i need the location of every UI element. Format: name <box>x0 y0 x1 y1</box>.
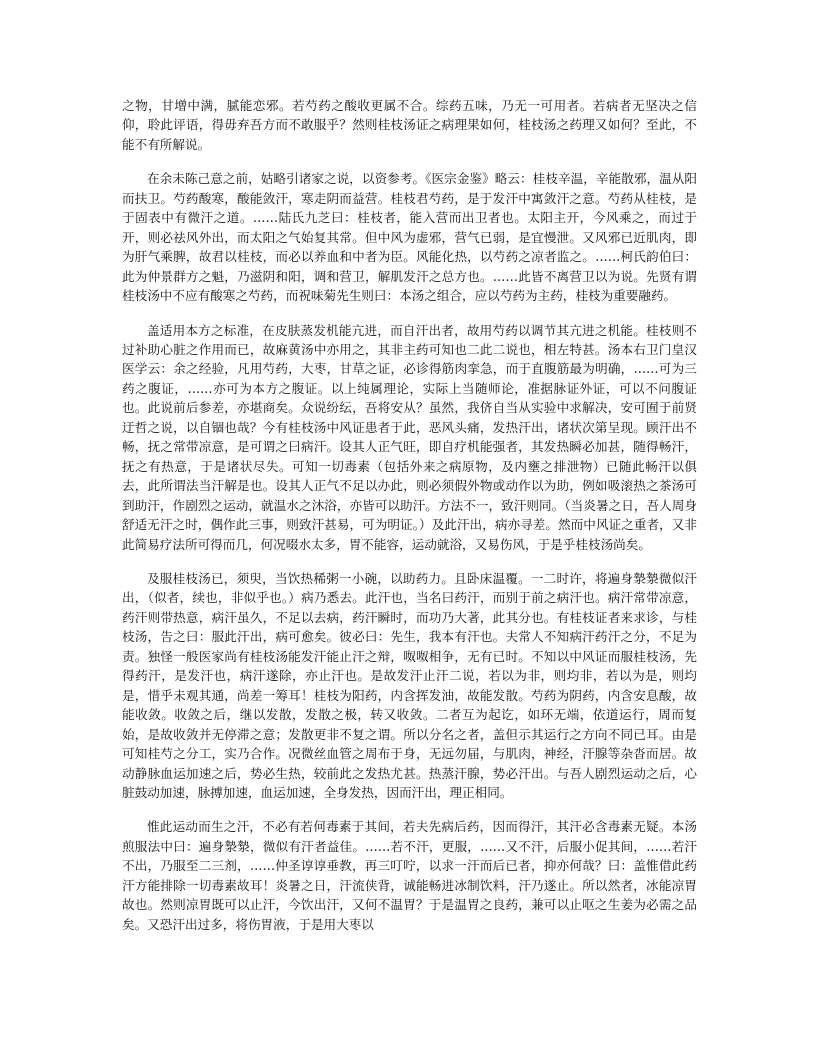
document-page <box>122 96 697 949</box>
paragraph-standard-of-use: 盖适用本方之标准，在皮肤蒸发机能亢进，而自汗出者，故用芍药以调节其亢进之机能。桂枝则不过补助心脏之作用而已，故麻黄汤中亦用之，其非主药可知也二此二说也，相左特甚。汤本右卫门皇汉医学云：余之经验，凡用芍药，大枣，甘草之证，必诊得筋肉挛急，而于直腹筋最为明确，……可为三药之腹证，……亦可为本方之腹证。以上纯属理论，实际上当随师论，准据脉证外证，可以不问腹证也。此说前后参差，亦堪商矣。众说纷纭，吾将安从？虽然，我侪自当从实验中求解决，安可囿于前贤迂哲之说，以自锢也哉？今有桂枝汤中风证患者于此，恶风头痛，发热汗出，诸状次第呈现。顾汗出不畅，抚之常带凉意，是可谓之曰病汗。设其人正气旺，即自疗机能强者，其发热瞬必加甚，随得畅汗，抚之有热意，于是诸状尽失。可知一切毒素（包括外来之病原物，及内壅之排泄物）已随此畅汗以俱去，此所谓法当汗解是也。设其人正气不足以办此，则必须假外物或动作以为助，例如吸滚热之茶汤可到助汗，作剧烈之运动，就温水之沐浴，亦皆可以助汗。方法不一，致汗则同。（当炎暑之日，吾人周身舒适无汗之时，偶作此三事，则致汗甚易，可为明证。）及此汗出，病亦寻差。然而中风证之重者，又非此简易疗法所可得而几，何况啜水太多，胃不能容，运动就浴，又易伤风，于是乎桂枝汤尚矣。 <box>122 322 697 552</box>
paragraph-exercise-sweat: 惟此运动而生之汗，不必有若何毒素于其间，若夫先病后药，因而得汗，其汗必含毒素无疑。本汤煎服法中曰：遍身漐漐，微似有汗者益佳。……若不汗，更服，……又不汗，后服小促其间，……若汗不出，乃服至二三剂，……仲圣谆谆垂教，再三叮咛，以求一汗而后已者，抑亦何哉？曰：盖惟借此药汗方能排除一切毒素故耳！炎暑之日，汗流侠背，诚能畅进冰制饮料，汗乃遂止。所以然者，冰能凉胃故也。然则凉胃既可以止汗，今饮出汗，又何不温胃？于是温胃之良药，兼可以止呕之生姜为必需之品矣。又恐汗出过多，将伤胃液，于是用大枣以 <box>122 819 697 932</box>
paragraph-after-taking-decoction: 及服桂枝汤已，须臾，当饮热稀粥一小碗，以助药力。且卧床温覆。一二时许，将遍身漐漐微似汗出，（似者，续也，非似乎也。）病乃悉去。此汗也，当名曰药汗，而别于前之病汗也。病汗常带凉意，药汗则带热意，病汗虽久，不足以去病，药汗瞬时，而功乃大著，此其分也。有桂枝证者来求诊，与桂枝汤，告之曰：服此汗出，病可愈矣。彼必曰：先生，我本有汗也。夫常人不知病汗药汗之分，不足为责。独怪一般医家尚有桂枝汤能发汗能止汗之辩，呶呶相争，无有已时。不知以中风证而服桂枝汤，先得药汗，是发汗也，病汗遂除，亦止汗也。是故发汗止汗二说，若以为非，则均非，若以为是，则均是，惜乎未观其通，尚差一筹耳！桂枝为阳药，内含挥发油，故能发散。芍药为阴药，内含安息酸，故能收敛。收敛之后，继以发散，发散之极，转又收敛。二者互为起讫，如环无端，依道运行，周而复始，是故收敛并无停滞之意；发散更非不复之谓。所以分名之者，盖但示其运行之方向不同已耳。由是可知桂芍之分工，实乃合作。况微丝血管之周布于身，无远勿届，与肌肉，神经，汗腺等杂沓而居。故动静脉血运加速之后，势必生热，较前此之发热尤甚。热蒸汗腺，势必汗出。与吾人剧烈运动之后，心脏鼓动加速，脉搏加速，血运加速，全身发热，因而汗出，理正相同。 <box>122 570 697 800</box>
paragraph-continued: 之物，甘增中满，腻能恋邪。若芍药之酸收更属不合。综药五味，乃无一可用者。若病者无坚决之信仰，聆此评语，得毋弃吾方而不敢服乎？然则桂枝汤证之病理果如何，桂枝汤之药理又如何？至此，不能不有所解说。 <box>122 98 697 152</box>
paragraph-commentaries: 在余未陈己意之前，姑略引诸家之说，以资参考。《医宗金鉴》略云：桂枝辛温，辛能散邪，温从阳而扶卫。芍药酸寒，酸能敛汗，寒走阴而益营。桂枝君芍药，是于发汗中寓敛汗之意。芍药从桂枝，是于固表中有微汗之道。……陆氏九芝曰：桂枝者，能入营而出卫者也。太阳主开，今风乘之，而过于开，则必祛风外出，而太阳之气始复其常。但中风为虚邪，营气已弱，是宜慢泄。又风邪已近肌肉，即为肝气乘脾，故君以桂枝，而必以养血和中者为臣。风能化热，以芍药之凉者监之。……柯氏韵伯曰：此为仲景群方之魁，乃滋阴和阳，调和营卫，解肌发汗之总方也。……此皆不离营卫以为说。先贤有谓桂枝汤中不应有酸寒之芍药，而祝味菊先生则曰：本汤之组合，应以芍药为主药，桂枝为重要融药。 <box>122 171 697 304</box>
